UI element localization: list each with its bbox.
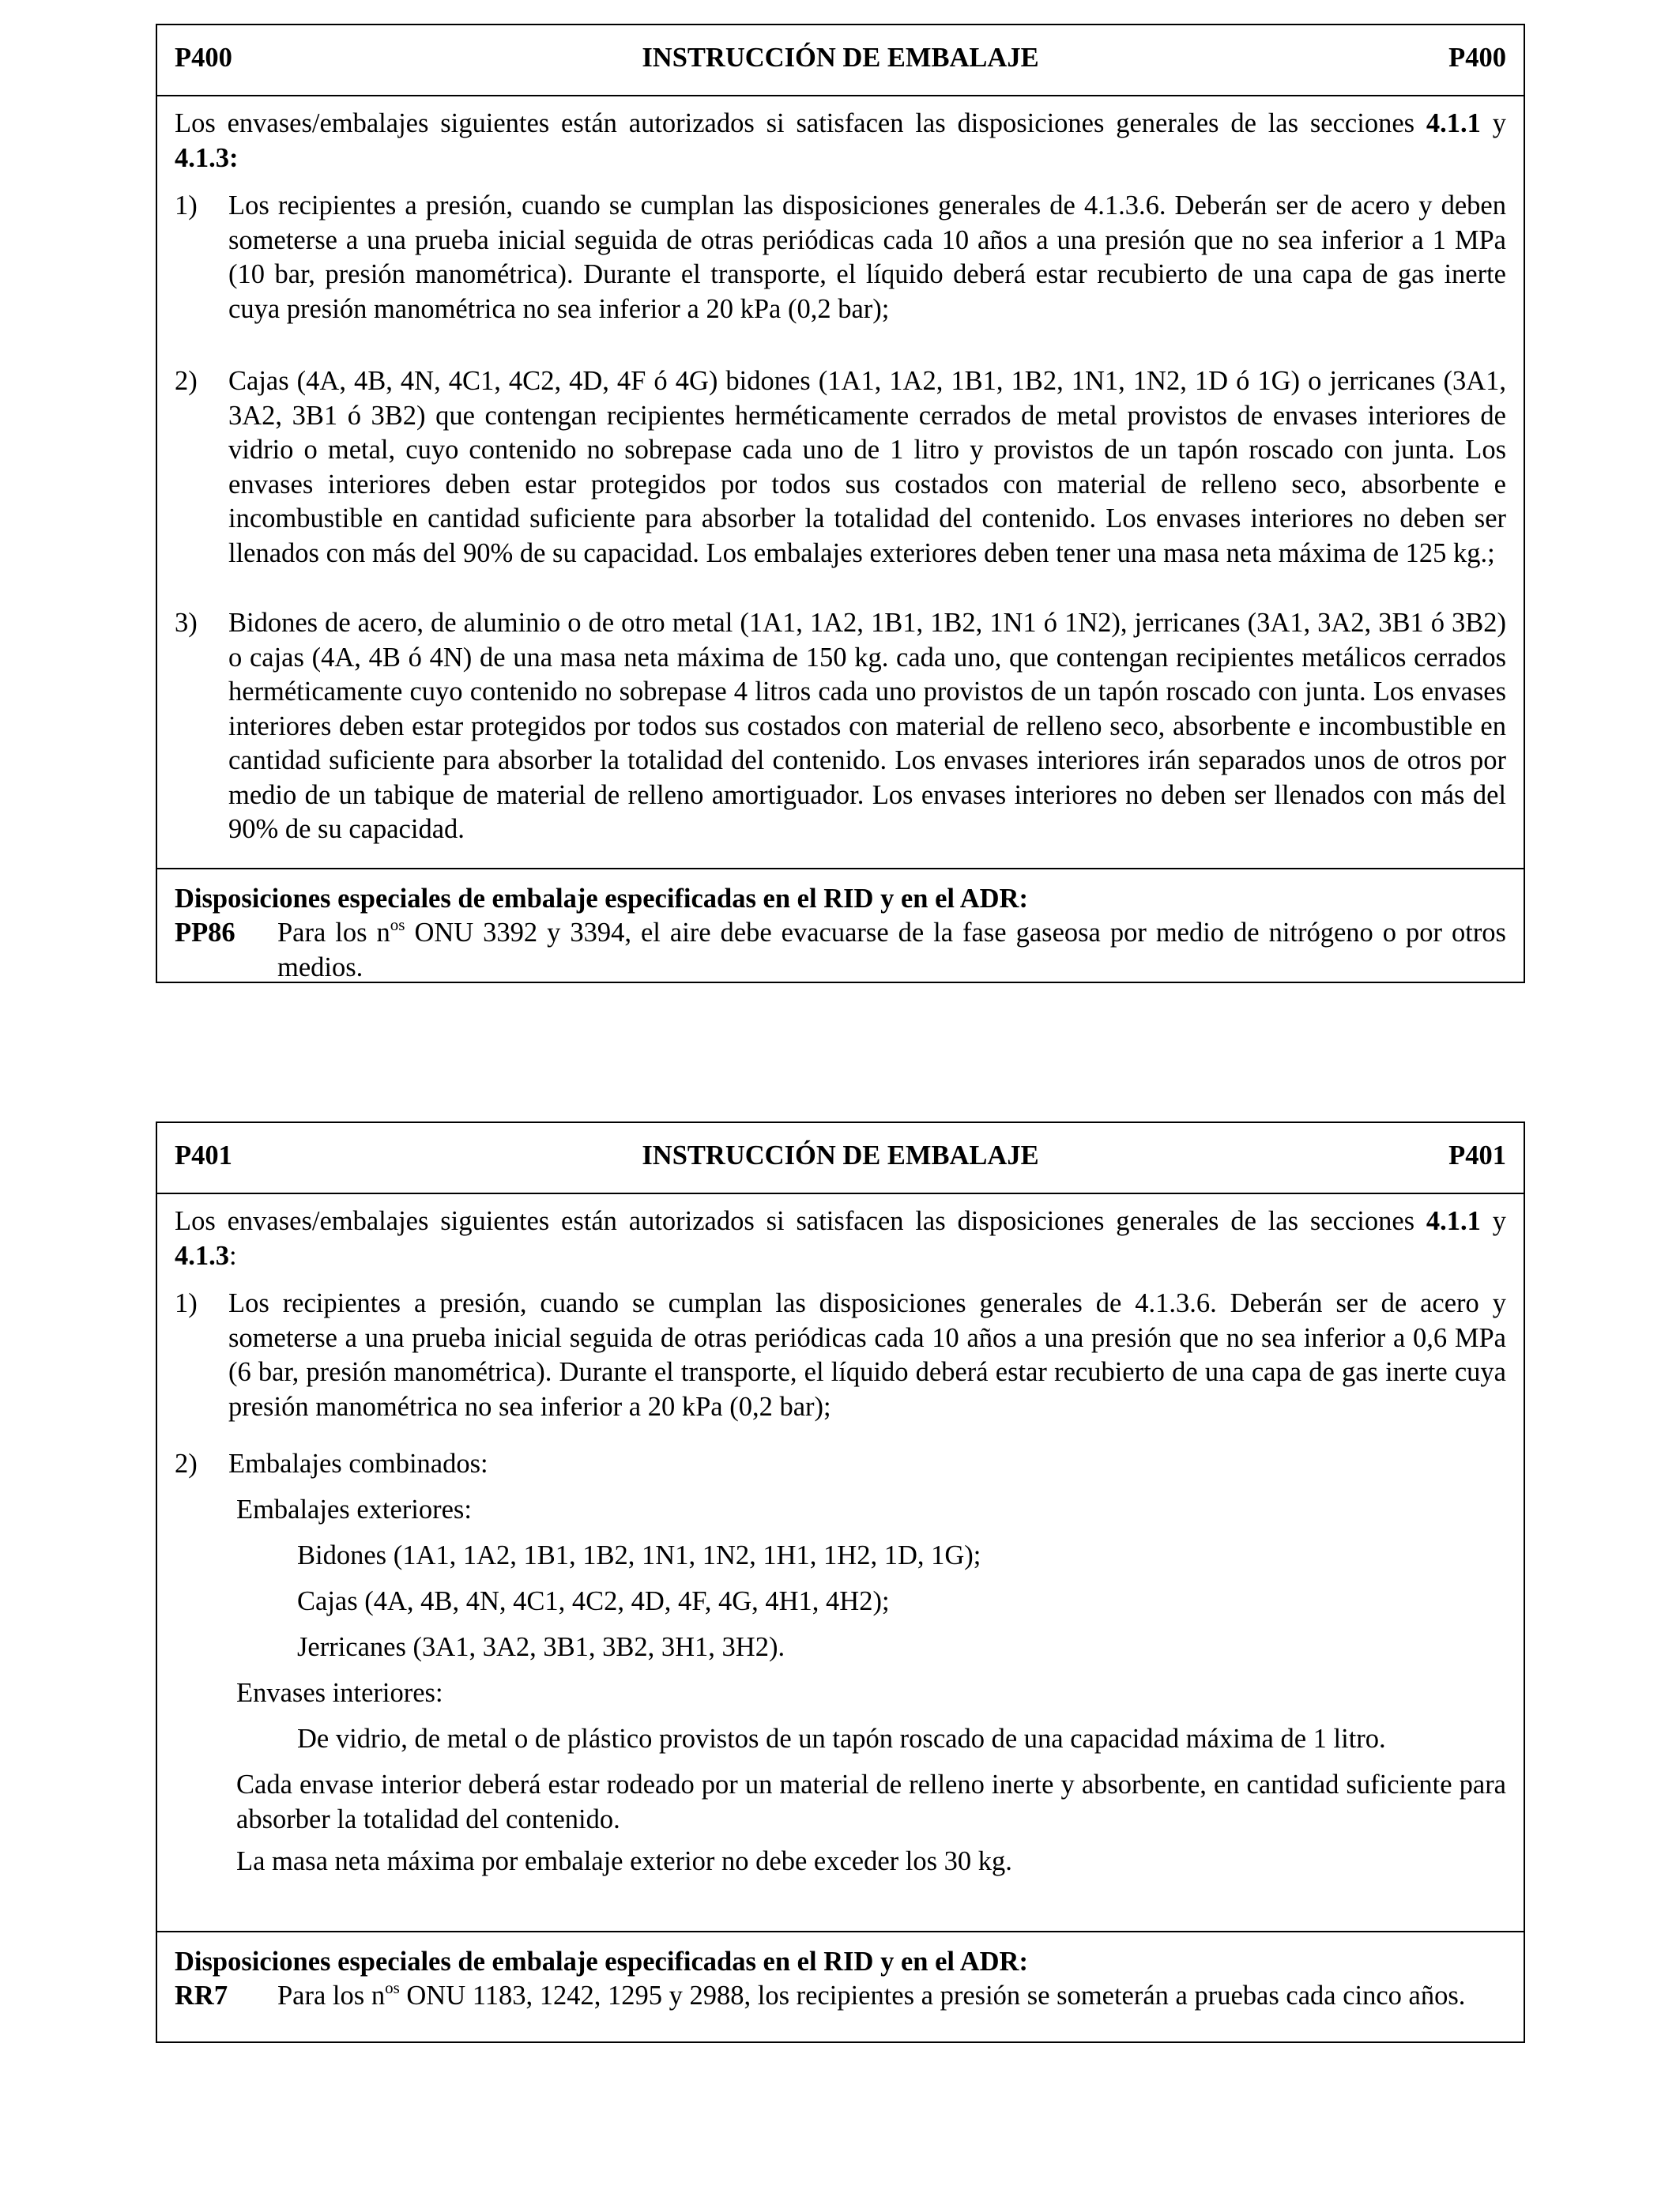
outer-packaging-item: Cajas (4A, 4B, 4N, 4C1, 4C2, 4D, 4F, 4G, 4H1, 4H2); xyxy=(297,1586,890,1616)
item-text: Cajas (4A, 4B, 4N, 4C1, 4C2, 4D, 4F ó 4G) bidones (1A1, 1A2, 1B1, 1B2, 1N1, 1N2, 1D ó 1G) o jerricanes (3A1, 3A2, 3B1 ó 3B2) que contengan recipientes herméticamente cerrados de metal provistos de envases interiores de vidrio o metal, cuyo contenido no sobrepase cada uno de 1 litro y provistos de un tapón roscado con junta. Los envases interiores deben estar protegidos por todos sus costados con material de relleno seco, absorbente e incombustible en cantidad suficiente para absorber la totalidad del contenido. Los envases interiores no deben ser llenados con más del 90% de su capacidad. Los embalajes exteriores deben tener una masa neta máxima de 125 kg.; xyxy=(228,366,1506,568)
list-item xyxy=(175,1287,1506,1424)
special-provisions-title: Disposiciones especiales de embalaje especificadas en el RID y en el ADR: xyxy=(175,1947,1028,1977)
outer-packaging-item: Bidones (1A1, 1A2, 1B1, 1B2, 1N1, 1N2, 1H1, 1H2, 1D, 1G); xyxy=(297,1540,981,1570)
special-provision-text: Para los $n^{os}$ ONU 1183, 1242, 1295 y 2988, los recipientes a presión se someterán a pruebas cada cinco años. xyxy=(277,1977,1466,2011)
item-number: 2) xyxy=(175,1449,198,1479)
section-ref: 4.1.1 xyxy=(1426,1206,1481,1236)
instruction-code-right: P401 xyxy=(1448,1140,1506,1171)
note-paragraph: Cada envase interior deberá estar rodeado por un material de relleno inerte y absorbente, en cantidad suficiente para absorber la totalidad del contenido. xyxy=(236,1770,1506,1834)
special-provisions-title: Disposiciones especiales de embalaje especificadas en el RID y en el ADR: xyxy=(175,884,1028,914)
intro-paragraph: Los envases/embalajes siguientes están autorizados si satisfacen las disposiciones generales de las secciones 4.1.1 y 4.1.3: xyxy=(175,108,1507,173)
special-provisions xyxy=(157,869,1524,982)
item-text: Los recipientes a presión, cuando se cumplan las disposiciones generales de 4.1.3.6. Deberán ser de acero y deben someterse a una prueba inicial seguida de otras periódicas cada 10 años a una presión que no sea inferior a 1 MPa (10 bar, presión manométrica). Durante el transporte, el líquido deberá estar recubierto de una capa de gas inerte cuya presión manométrica no sea inferior a 20 kPa (0,2 bar); xyxy=(228,190,1506,324)
special-provisions xyxy=(157,1932,1524,2041)
list-item xyxy=(175,189,1506,326)
item-number: 1) xyxy=(175,190,198,221)
packing-instruction-p400 xyxy=(156,24,1525,983)
intro-paragraph: Los envases/embalajes siguientes están autorizados si satisfacen las disposiciones generales de las secciones 4.1.1 y 4.1.3: xyxy=(175,1206,1507,1271)
special-provision-code: RR7 xyxy=(175,1981,228,2011)
section-ref: 4.1.1 xyxy=(1426,108,1481,138)
special-provision-code: PP86 xyxy=(175,918,235,948)
instruction-code-right: P400 xyxy=(1448,43,1506,73)
inner-packagings-label: Envases interiores: xyxy=(236,1678,443,1708)
item-title: Embalajes combinados: xyxy=(228,1449,488,1479)
instruction-header xyxy=(157,1123,1524,1194)
instruction-body xyxy=(157,96,1524,869)
item-number: 1) xyxy=(175,1288,198,1318)
section-ref: 4.1.3 xyxy=(175,142,229,173)
special-provision-row xyxy=(175,1979,1506,2014)
item-number: 3) xyxy=(175,608,198,638)
item-text: Los recipientes a presión, cuando se cumplan las disposiciones generales de 4.1.3.6. Deberán ser de acero y someterse a una prueba inicial seguida de otras periódicas cada 10 años a una presión que no sea inferior a 0,6 MPa (6 bar, presión manométrica). Durante el transporte, el líquido deberá estar recubierto de una capa de gas inerte cuya presión manométrica no sea inferior a 20 kPa (0,2 bar); xyxy=(228,1288,1506,1422)
instruction-header xyxy=(157,25,1524,96)
outer-packagings-label: Embalajes exteriores: xyxy=(236,1495,472,1525)
item-number: 2) xyxy=(175,366,198,396)
instruction-title: INSTRUCCIÓN DE EMBALAJE xyxy=(642,1140,1039,1171)
packing-instruction-p401 xyxy=(156,1122,1525,2043)
list-item xyxy=(175,364,1506,571)
note-paragraph: La masa neta máxima por embalaje exterior no debe exceder los 30 kg. xyxy=(236,1846,1012,1876)
instruction-code-left: P400 xyxy=(175,43,232,73)
item-text: Bidones de acero, de aluminio o de otro metal (1A1, 1A2, 1B1, 1B2, 1N1 ó 1N2), jerricanes (3A1, 3A2, 3B1 ó 3B2) o cajas (4A, 4B ó 4N) de una masa neta máxima de 150 kg. cada uno, que contengan recipientes metálicos cerrados herméticamente cuyo contenido no sobrepase 4 litros cada uno provistos de un tapón roscado con junta. Los envases interiores deben estar protegidos por todos sus costados con material de relleno seco, absorbente e incombustible en cantidad suficiente para absorber la totalidad del contenido. Los envases interiores irán separados unos de otros por medio de un tabique de material de relleno amortiguador. Los envases interiores no deben ser llenados con más del 90% de su capacidad. xyxy=(228,608,1506,844)
special-provision-text: Para los $n^{os}$ ONU 3392 y 3394, el aire debe evacuarse de la fase gaseosa por medio de nitrógeno o por otros medios. xyxy=(277,914,1506,982)
special-provision-row xyxy=(175,916,1506,985)
instruction-body xyxy=(157,1194,1524,1932)
instruction-title: INSTRUCCIÓN DE EMBALAJE xyxy=(642,43,1039,73)
section-ref: 4.1.3 xyxy=(175,1240,229,1271)
list-item xyxy=(175,606,1506,847)
outer-packaging-item: Jerricanes (3A1, 3A2, 3B1, 3B2, 3H1, 3H2). xyxy=(297,1632,785,1662)
instruction-code-left: P401 xyxy=(175,1140,232,1171)
inner-packaging-text: De vidrio, de metal o de plástico provistos de un tapón roscado de una capacidad máxima de 1 litro. xyxy=(297,1724,1386,1754)
